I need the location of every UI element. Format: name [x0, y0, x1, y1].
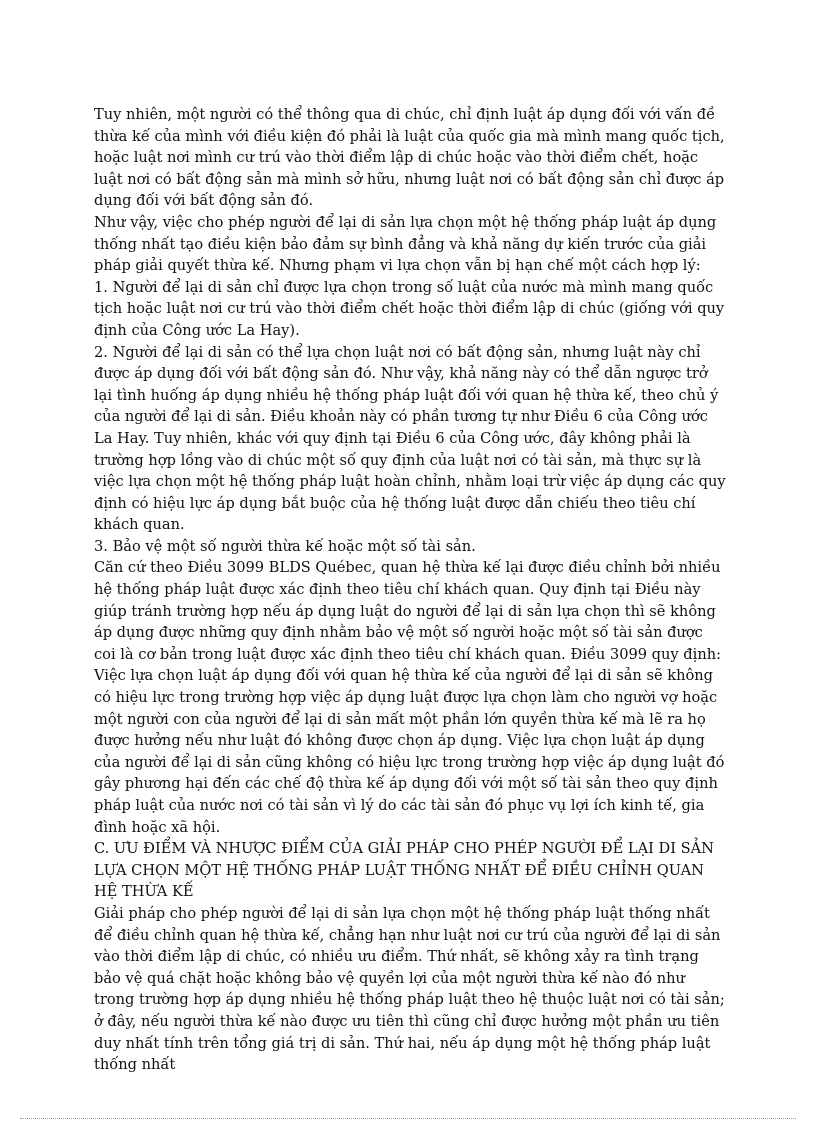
- page-bottom-divider: [20, 1118, 796, 1119]
- list-item-2: 2. Người để lại di sản có thể lựa chọn luật nơi có bất động sản, nhưng luật này chỉ được áp dụng đối với bất động sản đó. Như vậy, khả năng này có thể dẫn ngược trở lại tình huống áp dụng nhiều hệ thống pháp luật đối với quan hệ thừa kế, theo chủ ý của người để lại di sản. Điều khoản này có phần tương tự như Điều 6 của Công ước La Hay. Tuy nhiên, khác với quy định tại Điều 6 của Công ước, đây không phải là trường hợp lồng vào di chúc một số quy định của luật nơi có tài sản, mà thực sự là việc lựa chọn một hệ thống pháp luật hoàn chỉnh, nhằm loại trừ việc áp dụng các quy định có hiệu lực áp dụng bắt buộc của hệ thống luật được dẫn chiếu theo tiêu chí khách quan.: [94, 343, 726, 534]
- paragraph-1: Tuy nhiên, một người có thể thông qua di chúc, chỉ định luật áp dụng đối với vấn đề thừa kế của mình với điều kiện đó phải là luật của quốc gia mà mình mang quốc tịch, hoặc luật nơi mình cư trú vào thời điểm lập di chúc hoặc vào thời điểm chết, hoặc luật nơi có bất động sản mà mình sở hữu, nhưng luật nơi có bất động sản chỉ được áp dụng đối với bất động sản đó.: [94, 106, 725, 210]
- quoted-provision: Việc lựa chọn luật áp dụng đối với quan hệ thừa kế của người để lại di sản sẽ không có hiệu lực trong trường hợp việc áp dụng luật được lựa chọn làm cho người vợ hoặc một người con của người để lại di sản mất một phần lớn quyền thừa kế mà lẽ ra họ được hưởng nếu như luật đó không được chọn áp dụng. Việc lựa chọn luật áp dụng của người để lại di sản cũng không có hiệu lực trong trường hợp việc áp dụng luật đó gây phương hại đến các chế độ thừa kế áp dụng đối với một số tài sản theo quy định pháp luật của nước nơi có tài sản vì lý do các tài sản đó phục vụ lợi ích kinh tế, gia đình hoặc xã hội.: [94, 667, 725, 836]
- paragraph-advantages: Giải pháp cho phép người để lại di sản lựa chọn một hệ thống pháp luật thống nhất để điều chỉnh quan hệ thừa kế, chẳng hạn như luật nơi cư trú của người để lại di sản vào thời điểm lập di chúc, có nhiều ưu điểm. Thứ nhất, sẽ không xảy ra tình trạng bảo vệ quá chặt hoặc không bảo vệ quyền lợi của một người thừa kế nào đó như trong trường hợp áp dụng nhiều hệ thống pháp luật theo hệ thuộc luật nơi có tài sản; ở đây, nếu người thừa kế nào được ưu tiên thì cũng chỉ được hưởng một phần ưu tiên duy nhất tính trên tổng giá trị di sản. Thứ hai, nếu áp dụng một hệ thống pháp luật thống nhất: [94, 904, 725, 1074]
- document-body: [94, 104, 726, 1076]
- paragraph-2: Như vậy, việc cho phép người để lại di sản lựa chọn một hệ thống pháp luật áp dụng thống nhất tạo điều kiện bảo đảm sự bình đẳng và khả năng dự kiến trước của giải pháp giải quyết thừa kế. Nhưng phạm vi lựa chọn vẫn bị hạn chế một cách hợp lý:: [94, 213, 717, 275]
- list-item-3: 3. Bảo vệ một số người thừa kế hoặc một số tài sản.: [94, 537, 476, 555]
- section-heading: C. ƯU ĐIỂM VÀ NHƯỢC ĐIỂM CỦA GIẢI PHÁP CHO PHÉP NGƯỜI ĐỂ LẠI DI SẢN LỰA CHỌN MỘT HỆ THỐNG PHÁP LUẬT THỐNG NHẤT ĐỂ ĐIỀU CHỈNH QUAN HỆ THỪA KẾ: [94, 840, 714, 901]
- list-item-1: 1. Người để lại di sản chỉ được lựa chọn trong số luật của nước mà mình mang quốc tịch hoặc luật nơi cư trú vào thời điểm chết hoặc thời điểm lập di chúc (giống với quy định của Công ước La Hay).: [94, 278, 725, 339]
- paragraph-article-3099: Căn cứ theo Điều 3099 BLDS Québec, quan hệ thừa kế lại được điều chỉnh bởi nhiều hệ thống pháp luật được xác định theo tiêu chí khách quan. Quy định tại Điều này giúp tránh trường hợp nếu áp dụng luật do người để lại di sản lựa chọn thì sẽ không áp dụng được những quy định nhằm bảo vệ một số người hoặc một số tài sản được coi là cơ bản trong luật được xác định theo tiêu chí khách quan. Điều 3099 quy định:: [94, 559, 722, 663]
